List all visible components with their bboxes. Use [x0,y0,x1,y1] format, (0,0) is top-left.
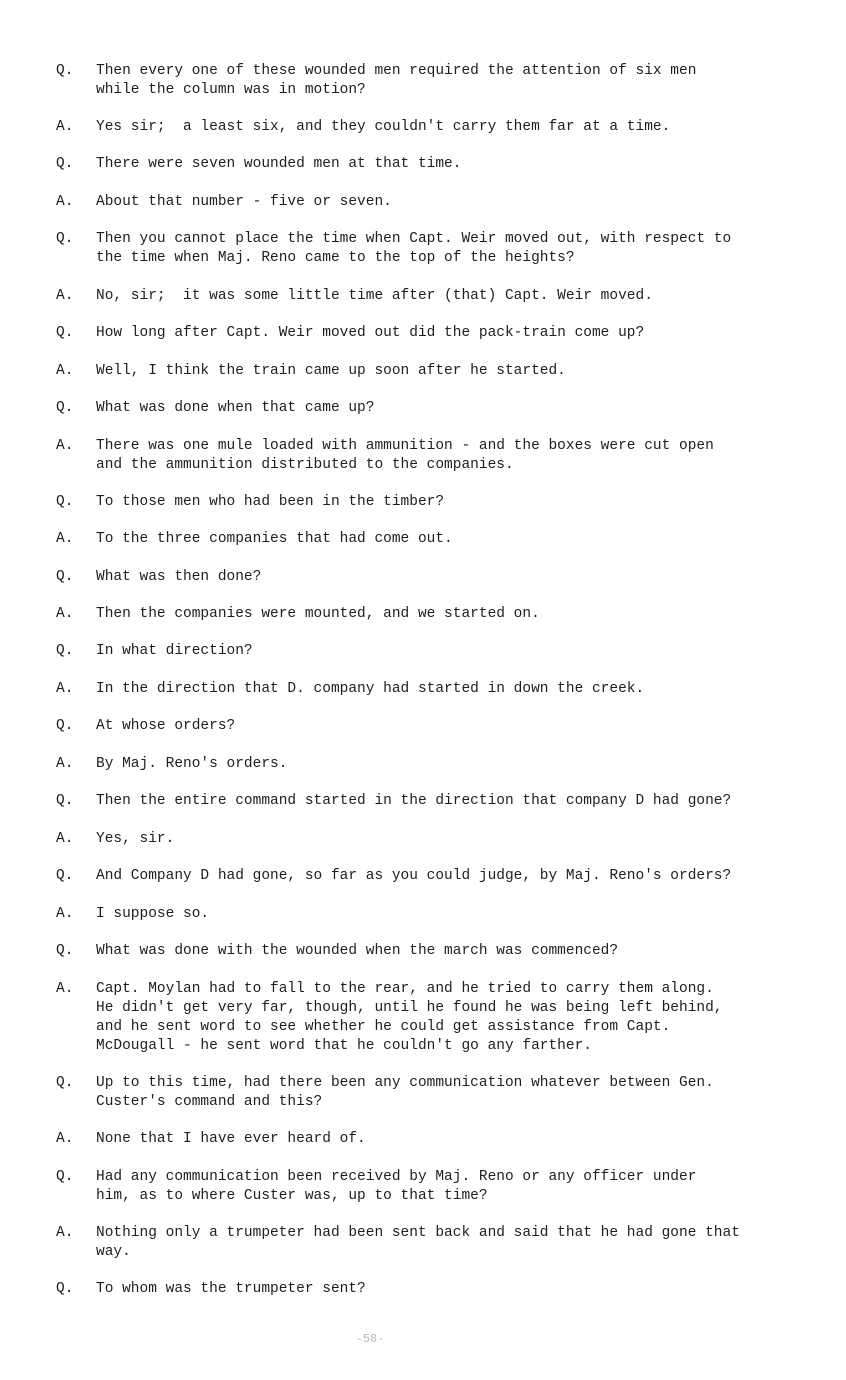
text-line: To whom was the trumpeter sent? [96,1281,366,1297]
question-marker: Q. [56,1281,74,1297]
text-line: Yes, sir. [96,831,175,847]
text-line: him, as to where Custer was, up to that time? [96,1188,488,1204]
text-line: Yes sir; a least six, and they couldn't carry them far at a time. [96,119,671,135]
answer-marker: A. [56,981,74,997]
text-line: What was done when that came up? [96,400,375,416]
question-marker: Q. [56,400,74,416]
entry-text [96,830,786,849]
entry-text [96,568,786,587]
answer-marker: A. [56,119,74,135]
text-line: I suppose so. [96,906,210,922]
text-line: Well, I think the train came up soon after he started. [96,363,566,379]
text-line: There were seven wounded men at that time. [96,156,462,172]
text-line: In the direction that D. company had started in down the creek. [96,681,645,697]
answer-marker: A. [56,756,74,772]
question-marker: Q. [56,231,74,247]
answer-marker: A. [56,681,74,697]
entry-text [96,62,786,100]
entry-text [96,905,786,924]
entry-text [96,287,786,306]
text-line: No, sir; it was some little time after (that) Capt. Weir moved. [96,288,653,304]
text-line: None that I have ever heard of. [96,1131,366,1147]
entry-text [96,717,786,736]
text-line: He didn't get very far, though, until he found he was being left behind, [96,1000,723,1016]
text-line: At whose orders? [96,718,236,734]
text-line: What was then done? [96,569,262,585]
question-marker: Q. [56,156,74,172]
text-line: while the column was in motion? [96,82,366,98]
question-marker: Q. [56,1169,74,1185]
entry-text [96,980,786,1056]
text-line: and he sent word to see whether he could get assistance from Capt. [96,1019,671,1035]
question-marker: Q. [56,943,74,959]
question-marker: Q. [56,643,74,659]
entry-text [96,1280,786,1299]
text-line: And Company D had gone, so far as you could judge, by Maj. Reno's orders? [96,868,732,884]
answer-marker: A. [56,363,74,379]
question-marker: Q. [56,868,74,884]
text-line: Custer's command and this? [96,1094,323,1110]
text-line: Had any communication been received by Maj. Reno or any officer under [96,1169,697,1185]
answer-marker: A. [56,606,74,622]
text-line: How long after Capt. Weir moved out did the pack-train come up? [96,325,645,341]
text-line: the time when Maj. Reno came to the top of the heights? [96,250,575,266]
entry-text [96,118,786,137]
entry-text [96,1074,786,1112]
entry-text [96,942,786,961]
text-line: Then you cannot place the time when Capt. Weir moved out, with respect to [96,231,732,247]
entry-text [96,680,786,699]
text-line: About that number - five or seven. [96,194,392,210]
answer-marker: A. [56,288,74,304]
text-line: Then the entire command started in the direction that company D had gone? [96,793,732,809]
entry-text [96,1130,786,1149]
entry-text [96,867,786,886]
answer-marker: A. [56,1225,74,1241]
text-line: Then every one of these wounded men required the attention of six men [96,63,697,79]
text-line: To those men who had been in the timber? [96,494,445,510]
text-line: In what direction? [96,643,253,659]
page-number: -58- [355,1332,385,1346]
question-marker: Q. [56,718,74,734]
question-marker: Q. [56,1075,74,1091]
text-line: There was one mule loaded with ammunition - and the boxes were cut open [96,438,714,454]
text-line: Capt. Moylan had to fall to the rear, and he tried to carry them along. [96,981,714,997]
entry-text [96,1224,786,1262]
text-line: Up to this time, had there been any communication whatever between Gen. [96,1075,714,1091]
question-marker: Q. [56,793,74,809]
entry-text [96,193,786,212]
answer-marker: A. [56,1131,74,1147]
entry-text [96,530,786,549]
text-line: McDougall - he sent word that he couldn't go any farther. [96,1038,592,1054]
question-marker: Q. [56,569,74,585]
entry-text [96,230,786,268]
entry-text [96,437,786,475]
text-line: What was done with the wounded when the march was commenced? [96,943,619,959]
answer-marker: A. [56,194,74,210]
question-marker: Q. [56,63,74,79]
entry-text [96,1168,786,1206]
entry-text [96,605,786,624]
entry-text [96,755,786,774]
answer-marker: A. [56,438,74,454]
entry-text [96,399,786,418]
entry-text [96,362,786,381]
entry-text [96,792,786,811]
text-line: and the ammunition distributed to the companies. [96,457,514,473]
entry-text [96,155,786,174]
answer-marker: A. [56,906,74,922]
text-line: way. [96,1244,131,1260]
text-line: To the three companies that had come out. [96,531,453,547]
entry-text [96,642,786,661]
question-marker: Q. [56,494,74,510]
answer-marker: A. [56,831,74,847]
text-line: Then the companies were mounted, and we started on. [96,606,540,622]
question-marker: Q. [56,325,74,341]
text-line: By Maj. Reno's orders. [96,756,288,772]
entry-text [96,324,786,343]
answer-marker: A. [56,531,74,547]
entry-text [96,493,786,512]
text-line: Nothing only a trumpeter had been sent back and said that he had gone that [96,1225,740,1241]
